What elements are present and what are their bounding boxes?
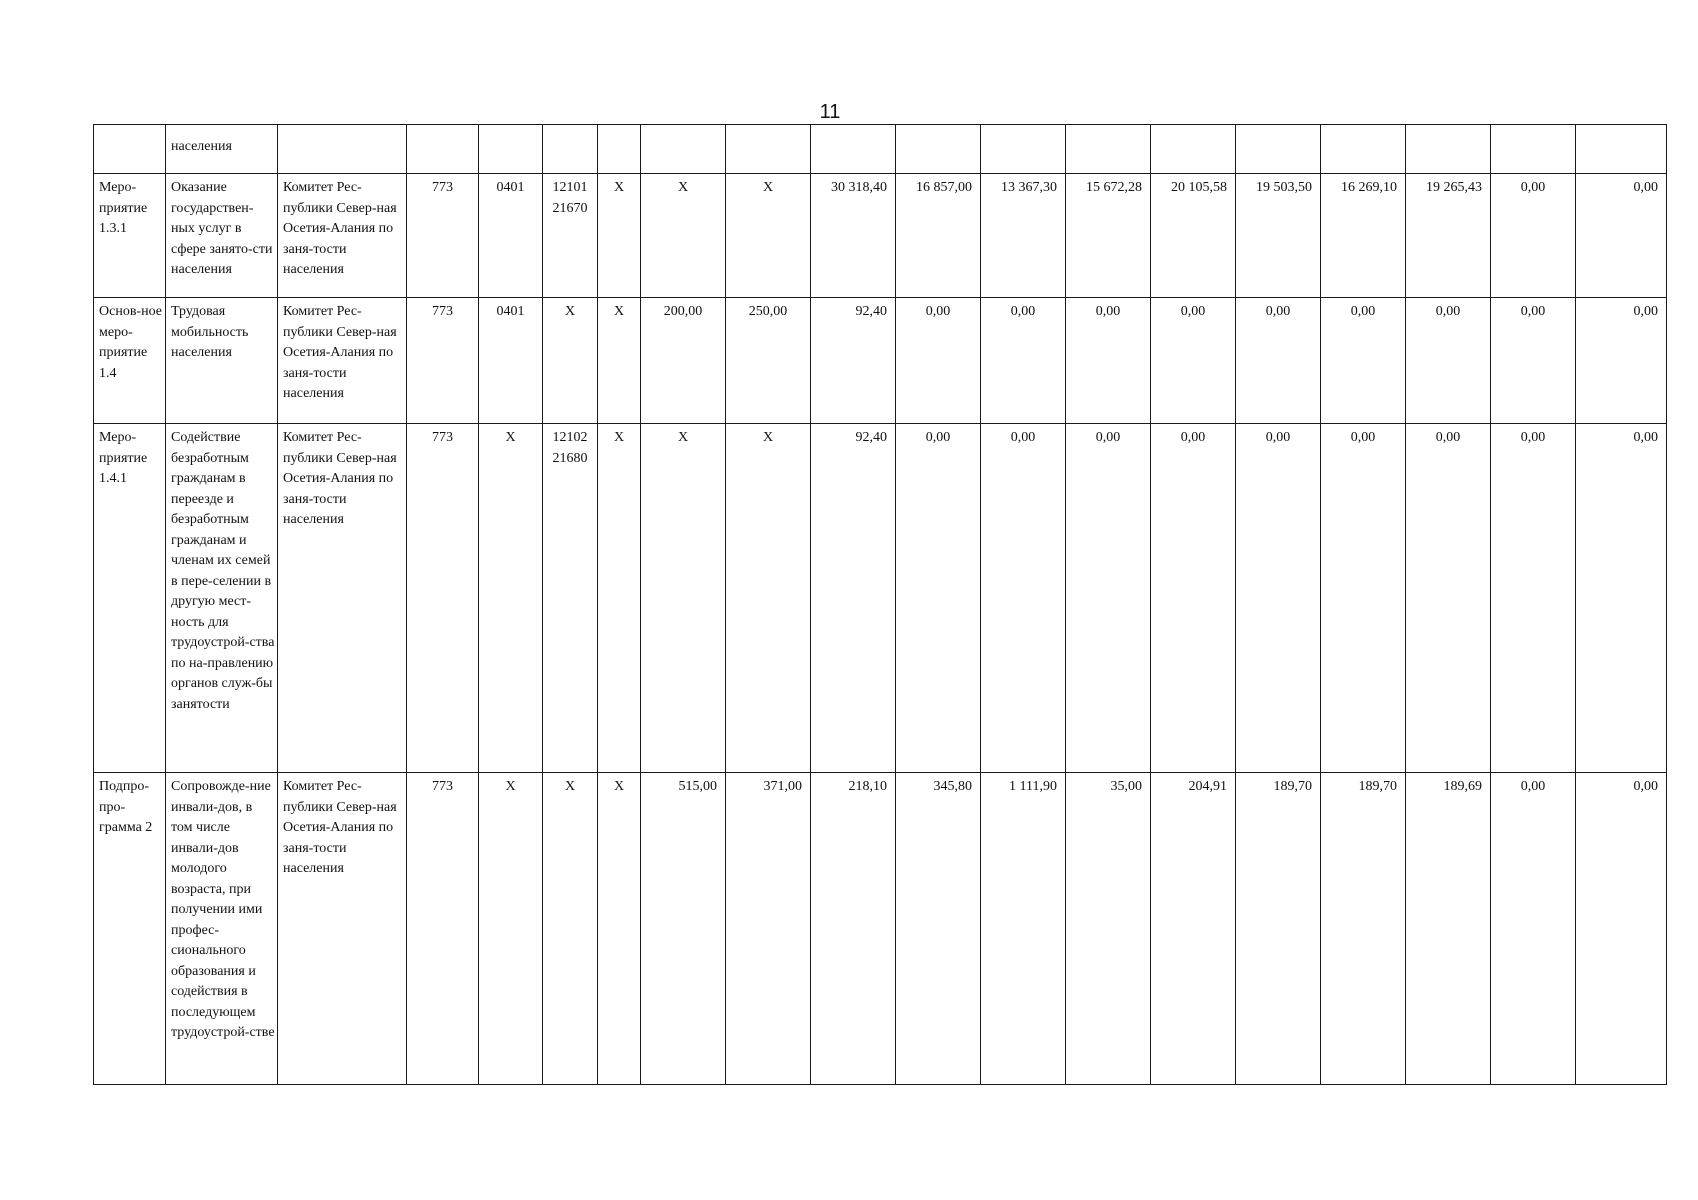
rzpr-cell: 0401 [479, 298, 543, 424]
value-cell: 1 111,90 [981, 773, 1066, 1085]
value-cell: 189,69 [1406, 773, 1491, 1085]
rzpr-cell: 0401 [479, 174, 543, 298]
value-cell: 92,40 [811, 424, 896, 773]
table-row-continuation [94, 125, 1667, 174]
type-cell: Меро-приятие 1.3.1 [94, 174, 166, 298]
value-cell: 515,00 [641, 773, 726, 1085]
value-cell: 13 367,30 [981, 174, 1066, 298]
csr-cell: 12101 21670 [543, 174, 598, 298]
executor-cell: Комитет Рес-публики Север-ная Осетия-Алания по заня-тости населения [278, 174, 407, 298]
value-cell: X [641, 424, 726, 773]
grbs-cell: 773 [407, 298, 479, 424]
name-cell: Сопровожде-ние инвали-дов, в том числе инвали-дов молодого возраста, при получении ими профес-сионального образования и содействия в последующем трудоустрой-стве [166, 773, 278, 1085]
executor-cell: Комитет Рес-публики Север-ная Осетия-Алания по заня-тости населения [278, 773, 407, 1085]
vr-cell: X [598, 773, 641, 1085]
value-cell: 0,00 [981, 424, 1066, 773]
table-row [94, 773, 1667, 1085]
value-cell: 0,00 [1151, 298, 1236, 424]
value-cell: 250,00 [726, 298, 811, 424]
type-cell [94, 125, 166, 174]
value-cell: 0,00 [1576, 298, 1667, 424]
csr-cell: X [543, 298, 598, 424]
value-cell: 0,00 [1491, 298, 1576, 424]
value-cell: 30 318,40 [811, 174, 896, 298]
value-cell: 0,00 [981, 298, 1066, 424]
value-cell: 0,00 [1491, 773, 1576, 1085]
value-cell: 189,70 [1236, 773, 1321, 1085]
value-cell: 92,40 [811, 298, 896, 424]
type-cell: Подпро-про-грамма 2 [94, 773, 166, 1085]
value-cell: 35,00 [1066, 773, 1151, 1085]
grbs-cell: 773 [407, 424, 479, 773]
value-cell: 0,00 [896, 424, 981, 773]
value-cell: 20 105,58 [1151, 174, 1236, 298]
value-cell: 371,00 [726, 773, 811, 1085]
table-row [94, 298, 1667, 424]
value-cell: 19 503,50 [1236, 174, 1321, 298]
value-cell: 16 857,00 [896, 174, 981, 298]
budget-table [93, 124, 1667, 1085]
vr-cell: X [598, 424, 641, 773]
executor-cell: Комитет Рес-публики Север-ная Осетия-Алания по заня-тости населения [278, 424, 407, 773]
value-cell: 0,00 [1576, 773, 1667, 1085]
name-cell: Содействие безработным гражданам в переезде и безработным гражданам и членам их семей в пере-селении в другую мест-ность для трудоустрой-ства по на-правлению органов служ-бы занятости [166, 424, 278, 773]
type-cell: Основ-ное меро-приятие 1.4 [94, 298, 166, 424]
value-cell: 0,00 [896, 298, 981, 424]
vr-cell: X [598, 298, 641, 424]
rzpr-cell: X [479, 773, 543, 1085]
page-number: 11 [819, 101, 841, 123]
value-cell: 0,00 [1321, 298, 1406, 424]
rzpr-cell: X [479, 424, 543, 773]
value-cell: 16 269,10 [1321, 174, 1406, 298]
value-cell: 15 672,28 [1066, 174, 1151, 298]
value-cell: 0,00 [1066, 298, 1151, 424]
name-cell: населения [166, 125, 278, 174]
value-cell: 0,00 [1066, 424, 1151, 773]
value-cell: 0,00 [1406, 424, 1491, 773]
vr-cell: X [598, 174, 641, 298]
name-cell: Оказание государствен-ных услуг в сфере занято-сти населения [166, 174, 278, 298]
value-cell: 0,00 [1491, 424, 1576, 773]
value-cell: 0,00 [1576, 424, 1667, 773]
name-cell: Трудовая мобильность населения [166, 298, 278, 424]
value-cell: 0,00 [1491, 174, 1576, 298]
value-cell: 0,00 [1236, 424, 1321, 773]
value-cell: 204,91 [1151, 773, 1236, 1085]
value-cell: 0,00 [1321, 424, 1406, 773]
value-cell: 345,80 [896, 773, 981, 1085]
value-cell: 0,00 [1151, 424, 1236, 773]
value-cell: X [726, 174, 811, 298]
table-row [94, 424, 1667, 773]
value-cell: X [641, 174, 726, 298]
grbs-cell: 773 [407, 174, 479, 298]
value-cell: 0,00 [1576, 174, 1667, 298]
csr-cell: X [543, 773, 598, 1085]
value-cell: 19 265,43 [1406, 174, 1491, 298]
value-cell: 200,00 [641, 298, 726, 424]
executor-cell: Комитет Рес-публики Север-ная Осетия-Алания по заня-тости населения [278, 298, 407, 424]
type-cell: Меро-приятие 1.4.1 [94, 424, 166, 773]
value-cell: 0,00 [1406, 298, 1491, 424]
value-cell: 189,70 [1321, 773, 1406, 1085]
value-cell: X [726, 424, 811, 773]
grbs-cell: 773 [407, 773, 479, 1085]
csr-cell: 12102 21680 [543, 424, 598, 773]
value-cell: 0,00 [1236, 298, 1321, 424]
table-row [94, 174, 1667, 298]
executor-cell [278, 125, 407, 174]
value-cell: 218,10 [811, 773, 896, 1085]
